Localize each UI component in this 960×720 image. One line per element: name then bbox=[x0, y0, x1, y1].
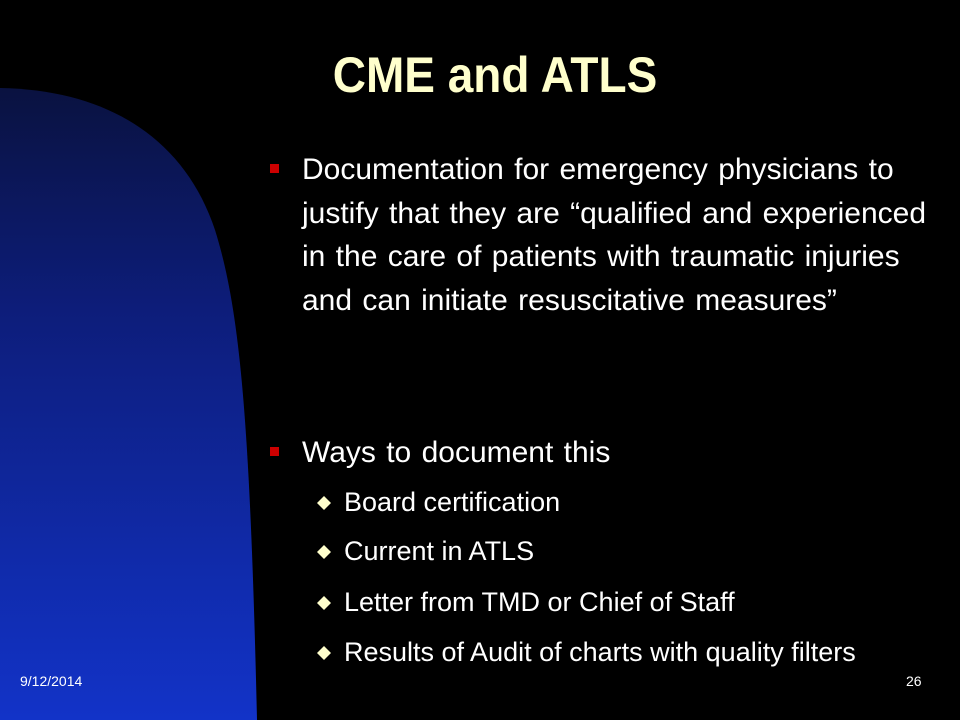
bullet-text: Ways to document this bbox=[302, 436, 611, 469]
sub-bullet-text: Current in ATLS bbox=[344, 536, 535, 566]
sub-bullet-text: Results of Audit of charts with quality filters bbox=[344, 637, 856, 667]
slide-title: CME and ATLS bbox=[332, 47, 658, 103]
sub-bullet-text: Board certification bbox=[344, 487, 561, 517]
footer-date: 9/12/2014 bbox=[20, 673, 83, 689]
diamond-bullet-icon bbox=[316, 495, 332, 511]
sub-bullet-text: Letter from TMD or Chief of Staff bbox=[344, 587, 735, 617]
diamond-bullet-icon bbox=[316, 595, 332, 611]
red-square-bullet-icon bbox=[270, 164, 279, 173]
diamond-bullet-icon bbox=[316, 645, 332, 661]
diamond-bullet-icon bbox=[316, 544, 332, 560]
bullet-text: Documentation for emergency physicians to justify that they are “qualified and experienced in the care of patients with traumatic injuries and can initiate resuscitative measures” bbox=[302, 153, 927, 317]
red-square-bullet-icon bbox=[270, 447, 279, 456]
footer-page-number: 26 bbox=[906, 673, 922, 689]
